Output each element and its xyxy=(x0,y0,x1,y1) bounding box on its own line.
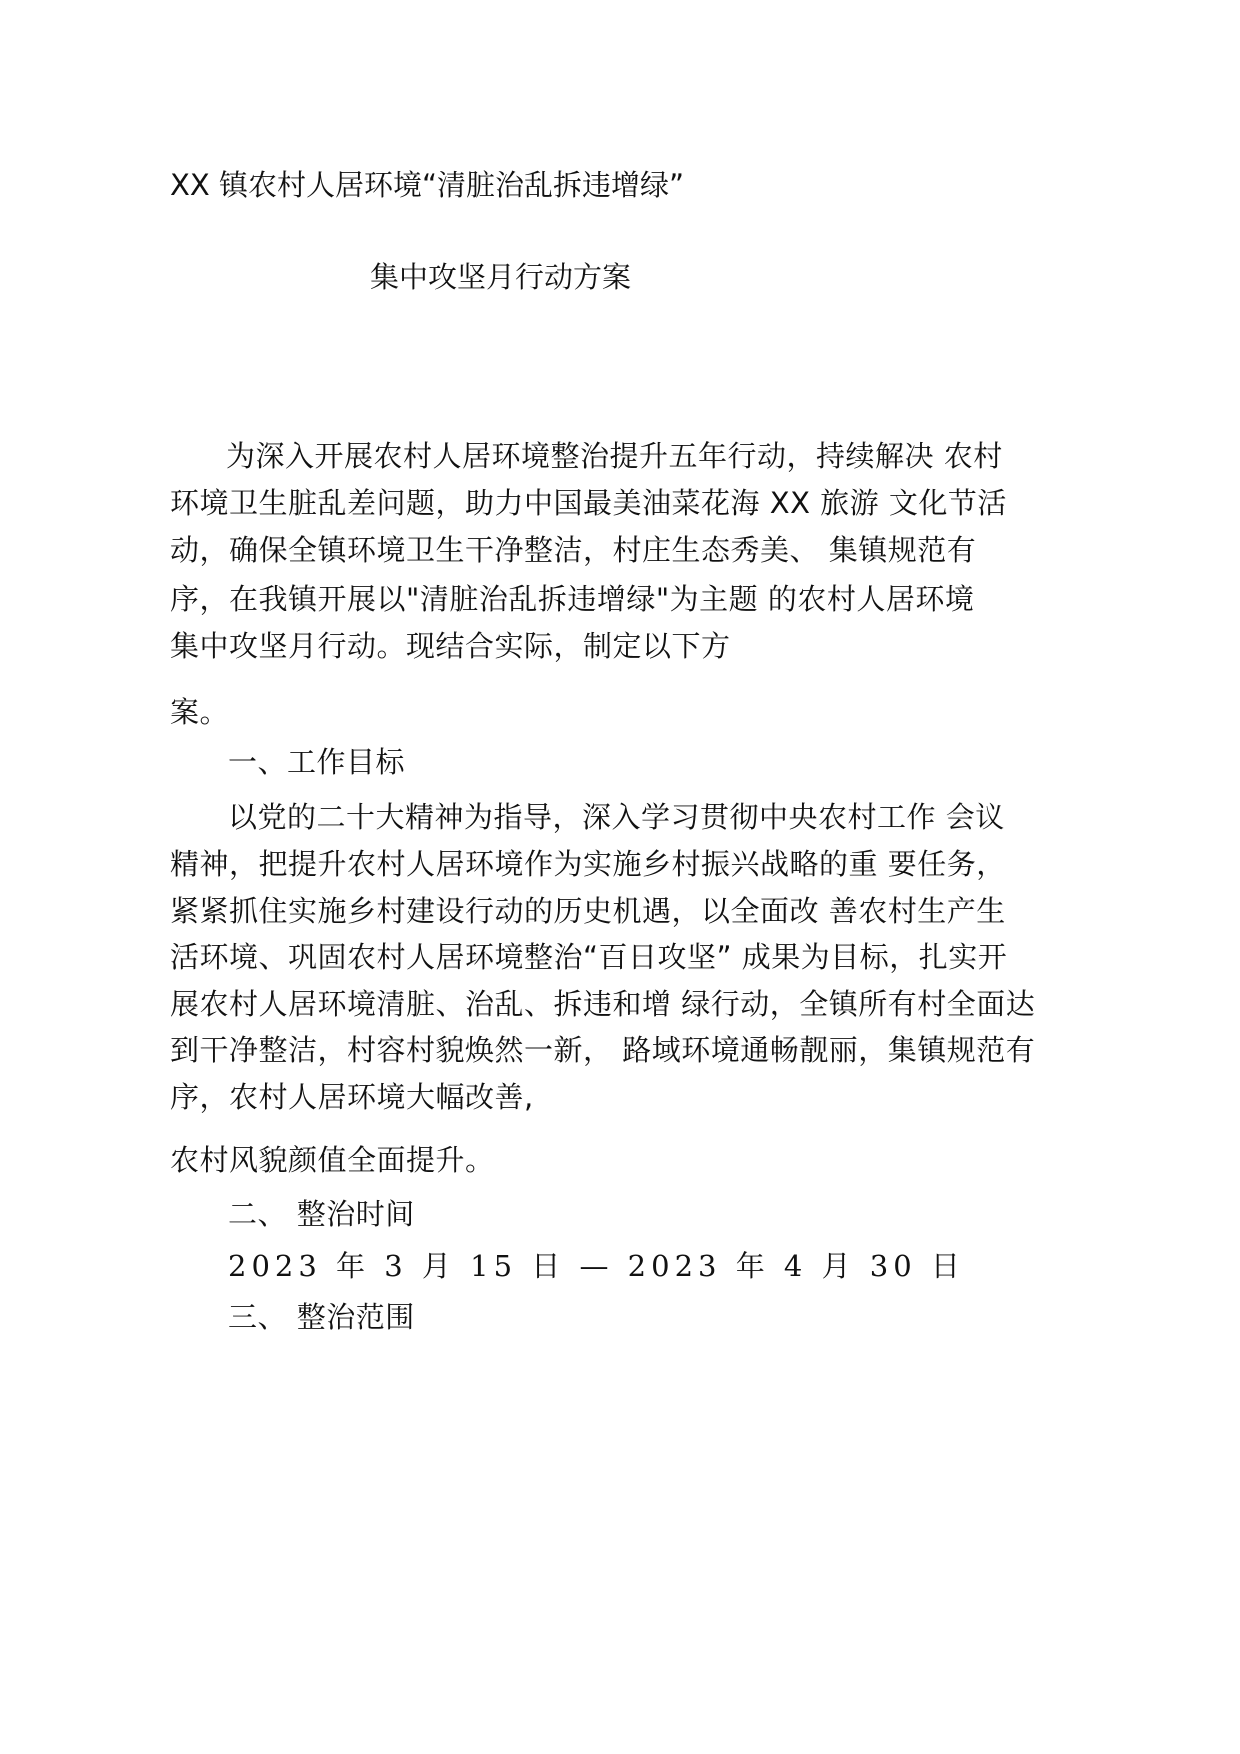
section-1-line-6: 到干净整洁，村容村貌焕然一新， 路域环境通畅靓丽，集镇规范有 xyxy=(170,1033,1036,1067)
section-3-heading: 三、 整治范围 xyxy=(228,1300,415,1334)
section-1-line-3: 紧紧抓住实施乡村建设行动的历史机遇，以全面改 善农村生产生 xyxy=(170,894,1006,928)
section-1-line-5: 展农村人居环境清脏、治乱、拆违和增 绿行动，全镇所有村全面达 xyxy=(170,987,1036,1021)
section-1-line-2: 精神，把提升农村人居环境作为实施乡村振兴战略的重 要任务， xyxy=(170,847,1006,881)
intro-line-6: 案。 xyxy=(170,695,230,729)
section-2-dates: 2023 年 3 月 15 日 — 2023 年 4 月 30 日 xyxy=(228,1249,965,1283)
title-line-1: XX 镇农村人居环境“清脏治乱拆违增绿” xyxy=(170,168,685,202)
section-1-line-1: 以党的二十大精神为指导，深入学习贯彻中央农村工作 会议 xyxy=(228,800,1005,834)
intro-line-3: 动，确保全镇环境卫生干净整洁，村庄生态秀美、 集镇规范有 xyxy=(170,533,977,567)
section-1-heading: 一、工作目标 xyxy=(228,745,406,779)
intro-line-2: 环境卫生脏乱差问题，助力中国最美油菜花海 XX 旅游 文化节活 xyxy=(170,486,1007,520)
section-1-line-4: 活环境、巩固农村人居环境整治“百日攻坚” 成果为目标，扎实开 xyxy=(170,940,1008,974)
section-1-line-8: 农村风貌颜值全面提升。 xyxy=(170,1143,495,1177)
section-2-heading: 二、 整治时间 xyxy=(228,1197,415,1231)
intro-line-5: 集中攻坚月行动。现结合实际，制定以下方 xyxy=(170,629,731,663)
title-line-2: 集中攻坚月行动方案 xyxy=(370,260,632,294)
intro-line-4: 序，在我镇开展以"清脏治乱拆违增绿"为主题 的农村人居环境 xyxy=(170,582,975,616)
section-1-line-7: 序，农村人居环境大幅改善, xyxy=(170,1080,534,1114)
intro-line-1: 为深入开展农村人居环境整治提升五年行动，持续解决 农村 xyxy=(226,439,1003,473)
